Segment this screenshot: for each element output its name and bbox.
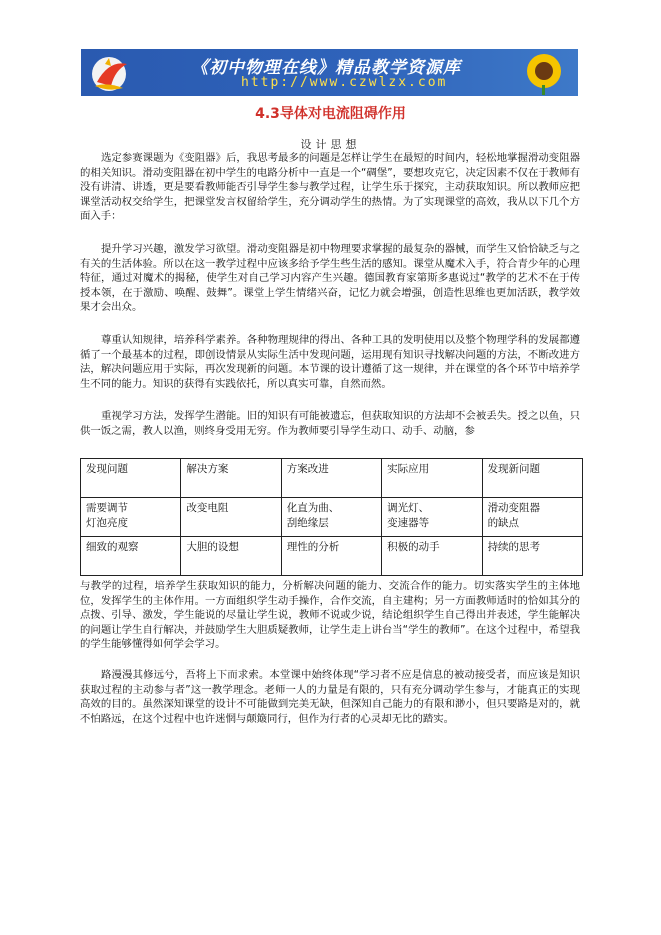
sunflower-icon <box>518 51 570 95</box>
table-cell: 方案改进 <box>281 459 381 498</box>
table-cell: 积极的动手 <box>382 537 482 576</box>
table-row <box>81 459 583 498</box>
table-cell: 持续的思考 <box>482 537 582 576</box>
table-cell: 需要调节 灯泡亮度 <box>81 498 181 537</box>
table-row <box>81 537 583 576</box>
table-cell: 发现新问题 <box>482 459 582 498</box>
table-cell: 解决方案 <box>181 459 281 498</box>
paragraph-interest: 提升学习兴趣，激发学习欲望。滑动变阻器是初中物理要求掌握的最复杂的器械，而学生又恰恰缺乏与之有关的生活体验。所以在这一教学过程中应该多给予学生些生活的感知。课堂从魔术入手，符合青少年的心理特征，通过对魔术的揭秘，使学生对自己学习内容产生兴趣。德国教育家第斯多惠说过“教学的艺术不在于传授本领，在于激励、唤醒、鼓舞”。课堂上学生情绪兴奋，记忆力就会增强，创造性思维也更加活跃，教学效果才会出众。 <box>80 243 580 313</box>
paragraph-conclusion: 路漫漫其修远兮，吾将上下而求索。本堂课中始终体现“学习者不应是信息的被动接受者，而应该是知识获取过程的主动参与者”这一教学理念。老师一人的力量是有限的，只有充分调动学生参与，才能真正的实现高效的目的。虽然深知课堂的设计不可能做到完美无缺，但深知自己能力的有限和渺小，但只要路是对的，就不怕路远，在这个过程中也许迷惘与颠簸同行，但作为行者的心灵却无比的踏实。 <box>80 669 580 725</box>
table-cell: 调光灯、 变速器等 <box>382 498 482 537</box>
table-cell: 大胆的设想 <box>181 537 281 576</box>
paragraph-intro: 选定参赛课题为《变阻器》后，我思考最多的问题是怎样让学生在最短的时间内，轻松地掌握滑动变阻器的相关知识。滑动变阻器在初中学生的电路分析中一直是一个“碉堡”，要想攻克它，决定因素不仅在于教师有没有讲清、讲透，更是要看教师能否引导学生参与教学过程，让学生乐于探究，主动获取知识。所以教师应把课堂活动权交给学生，把课堂发言权留给学生，充分调动学生的热情。为了实现课堂的高效，我从以下几个方面入手： <box>80 152 580 222</box>
section-heading: 设计思想 <box>300 138 361 151</box>
table-cell: 理性的分析 <box>281 537 381 576</box>
banner-title: 《初中物理在线》精品教学资源库 <box>191 58 461 78</box>
logo-icon <box>87 52 137 93</box>
paragraph-cognition: 尊重认知规律，培养科学素养。各种物理规律的得出、各种工具的发明使用以及整个物理学科的发展都遵循了一个最基本的过程，即创设情景从实际生活中发现问题，运用现有知识寻找解决问题的方法，不断改进方法，解决问题应用于实际，再次发现新的问题。本节课的设计遵循了这一规律，并在课堂的各个环节中培养学生不同的能力。知识的获得有实践依托，所以真实可靠，自然而然。 <box>80 334 580 390</box>
table-cell: 实际应用 <box>382 459 482 498</box>
table-cell: 发现问题 <box>81 459 181 498</box>
table-cell: 化直为曲、 刮绝缘层 <box>281 498 381 537</box>
table-cell: 细致的观察 <box>81 537 181 576</box>
paragraph-method-continued: 与教学的过程，培养学生获取知识的能力，分析解决问题的能力、交流合作的能力。切实落实学生的主体地位，发挥学生的主体作用。一方面组织学生动手操作，合作交流，自主建构；另一方面教师适时的恰如其分的点拨、引导、激发，学生能说的尽量让学生说，教师不说或少说，结论组织学生自己得出并表述，学生能解决的问题让学生自行解决，并鼓励学生大胆质疑教师，让学生走上讲台当“学生的教师”。在这个过程中，希望我的学生能够懂得如何学会学习。 <box>80 580 580 650</box>
table-row <box>81 498 583 537</box>
header-banner <box>81 49 578 96</box>
paragraph-method: 重视学习方法，发挥学生潜能。旧的知识有可能被遗忘，但获取知识的方法却不会被丢失。授之以鱼，只供一饭之需，教人以渔，则终身受用无穷。作为教师要引导学生动口、动手、动脑，参 <box>80 410 580 437</box>
banner-url[interactable]: http://www.czwlzx.com <box>241 75 448 90</box>
table-cell: 改变电阻 <box>181 498 281 537</box>
page-title: 4.3导体对电流阻碍作用 <box>255 106 406 122</box>
table-cell: 滑动变阻器 的缺点 <box>482 498 582 537</box>
process-table <box>80 458 583 576</box>
